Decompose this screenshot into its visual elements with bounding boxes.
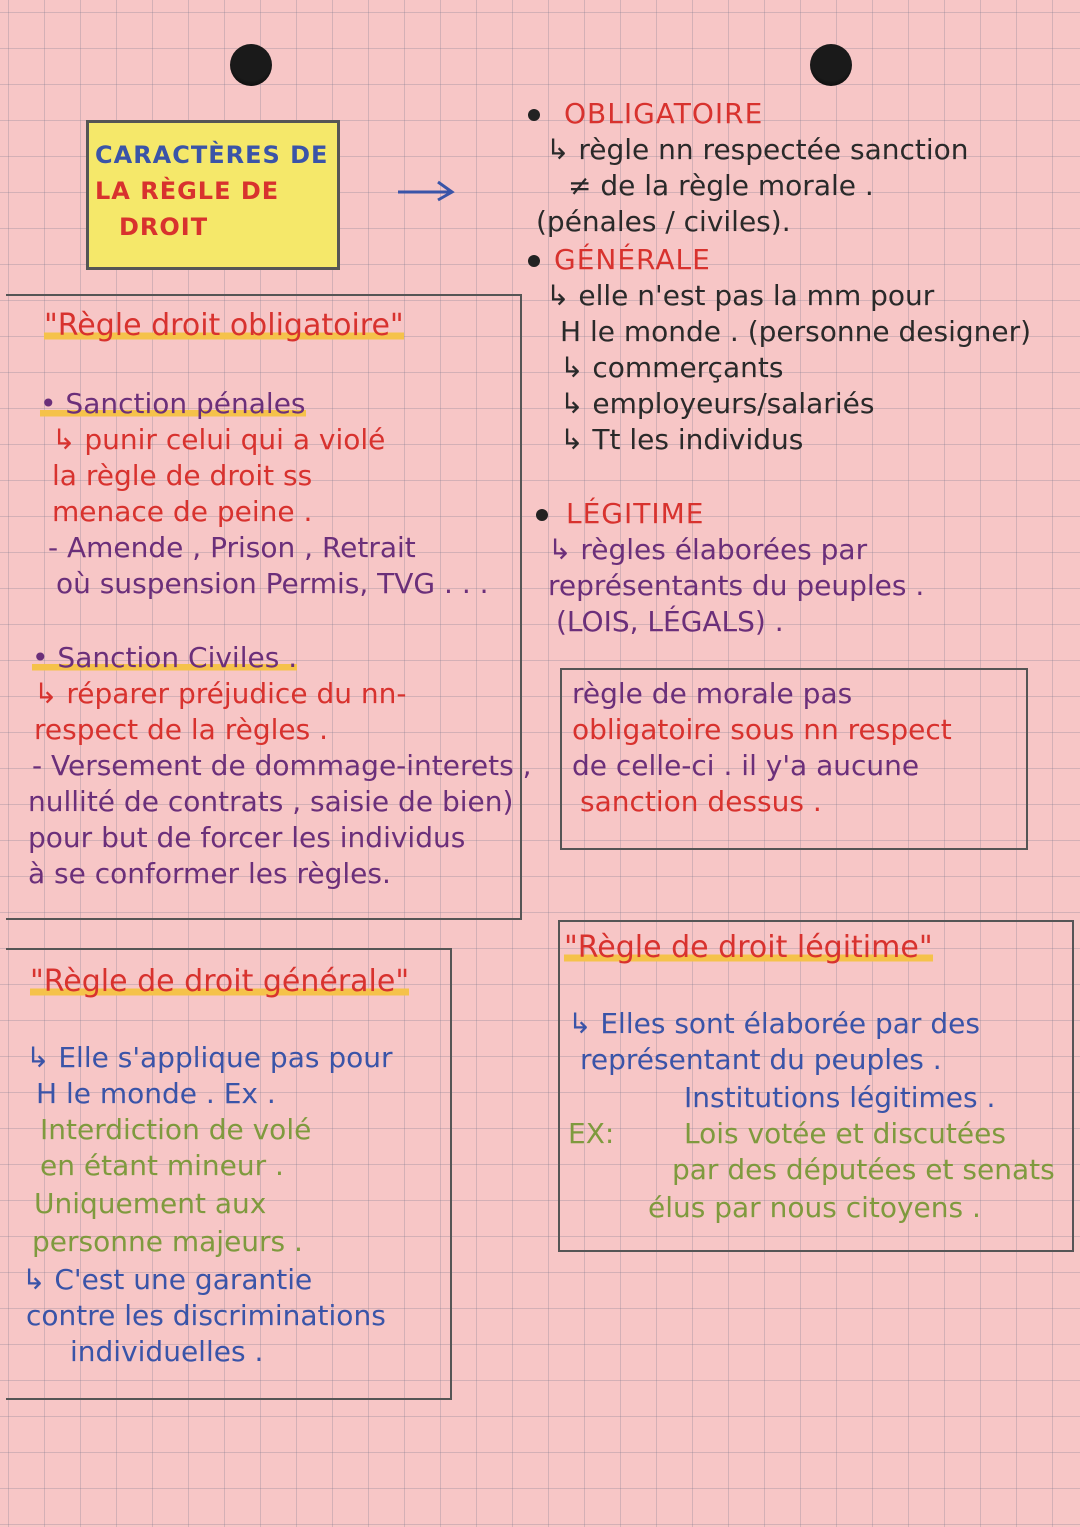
title-box <box>86 120 340 270</box>
penales-line-3: menace de peine . <box>52 495 313 528</box>
morale-line-1: règle de morale pas <box>572 677 853 710</box>
generale-line-7: ↳ C'est une garantie <box>22 1263 313 1296</box>
obligatoire-box-title: "Règle droit obligatoire" <box>44 308 404 343</box>
title-line-3: DROIT <box>119 213 209 241</box>
sanction-civiles-heading: • Sanction Civiles . <box>32 641 298 674</box>
legitime-line-1: ↳ règles élaborées par <box>548 533 868 566</box>
legitime-box-title: "Règle de droit légitime" <box>564 930 933 965</box>
civiles-line-3: - Versement de dommage-interets , <box>32 749 532 782</box>
obligatoire-line-2: ≠ de la règle morale . <box>568 169 874 202</box>
generale-line-5: ↳ Tt les individus <box>560 423 804 456</box>
generale-line-5: Uniquement aux <box>34 1187 267 1220</box>
civiles-line-5: pour but de forcer les individus <box>28 821 466 854</box>
obligatoire-line-3: (pénales / civiles). <box>536 205 791 238</box>
obligatoire-line-1: ↳ règle nn respectée sanction <box>546 133 969 166</box>
legitime-example-label: EX: <box>568 1117 615 1150</box>
legitime-line-5: par des députées et senats <box>672 1153 1055 1186</box>
legitime-line-2: représentant du peuples . <box>580 1043 942 1076</box>
bullet-icon <box>528 255 540 267</box>
civiles-line-4: nullité de contrats , saisie de bien) <box>28 785 514 818</box>
punch-hole-left <box>230 44 272 86</box>
arrow-right-icon <box>396 176 456 206</box>
morale-line-4: sanction dessus . <box>580 785 822 818</box>
penales-line-4: - Amende , Prison , Retrait <box>48 531 416 564</box>
generale-line-1: ↳ elle n'est pas la mm pour <box>546 279 935 312</box>
morale-line-3: de celle-ci . il y'a aucune <box>572 749 920 782</box>
civiles-line-6: à se conformer les règles. <box>28 857 391 890</box>
penales-line-1: ↳ punir celui qui a violé <box>52 423 386 456</box>
generale-line-9: individuelles . <box>70 1335 264 1368</box>
generale-heading: GÉNÉRALE <box>528 242 711 278</box>
sanction-penales-heading: • Sanction pénales <box>40 387 306 420</box>
generale-line-6: personne majeurs . <box>32 1225 303 1258</box>
legitime-line-2: représentants du peuples . <box>548 569 925 602</box>
generale-line-2: H le monde . Ex . <box>36 1077 276 1110</box>
bullet-icon <box>528 109 540 121</box>
civiles-line-2: respect de la règles . <box>34 713 329 746</box>
bullet-icon <box>536 509 548 521</box>
legitime-line-3: Institutions légitimes . <box>684 1081 996 1114</box>
penales-line-2: la règle de droit ss <box>52 459 313 492</box>
title-line-1: CARACTÈRES DE <box>95 141 329 169</box>
penales-line-5: où suspension Permis, TVG . . . <box>56 567 489 600</box>
generale-line-2: H le monde . (personne designer) <box>560 315 1032 348</box>
legitime-line-4: Lois votée et discutées <box>684 1117 1006 1150</box>
legitime-line-6: élus par nous citoyens . <box>648 1191 981 1224</box>
civiles-line-1: ↳ réparer préjudice du nn- <box>34 677 407 710</box>
morale-line-2: obligatoire sous nn respect <box>572 713 952 746</box>
legitime-heading: LÉGITIME <box>536 496 704 532</box>
generale-line-4: en étant mineur . <box>40 1149 284 1182</box>
generale-line-1: ↳ Elle s'applique pas pour <box>26 1041 393 1074</box>
generale-box-title: "Règle de droit générale" <box>30 964 410 999</box>
legitime-line-3: (LOIS, LÉGALS) . <box>556 605 784 638</box>
legitime-line-1: ↳ Elles sont élaborée par des <box>568 1007 980 1040</box>
generale-line-8: contre les discriminations <box>26 1299 386 1332</box>
punch-hole-right <box>810 44 852 86</box>
generale-line-3: ↳ commerçants <box>560 351 784 384</box>
obligatoire-heading: OBLIGATOIRE <box>528 96 763 132</box>
generale-line-3: Interdiction de volé <box>40 1113 312 1146</box>
title-line-2: LA RÈGLE DE <box>95 177 280 205</box>
generale-line-4: ↳ employeurs/salariés <box>560 387 875 420</box>
